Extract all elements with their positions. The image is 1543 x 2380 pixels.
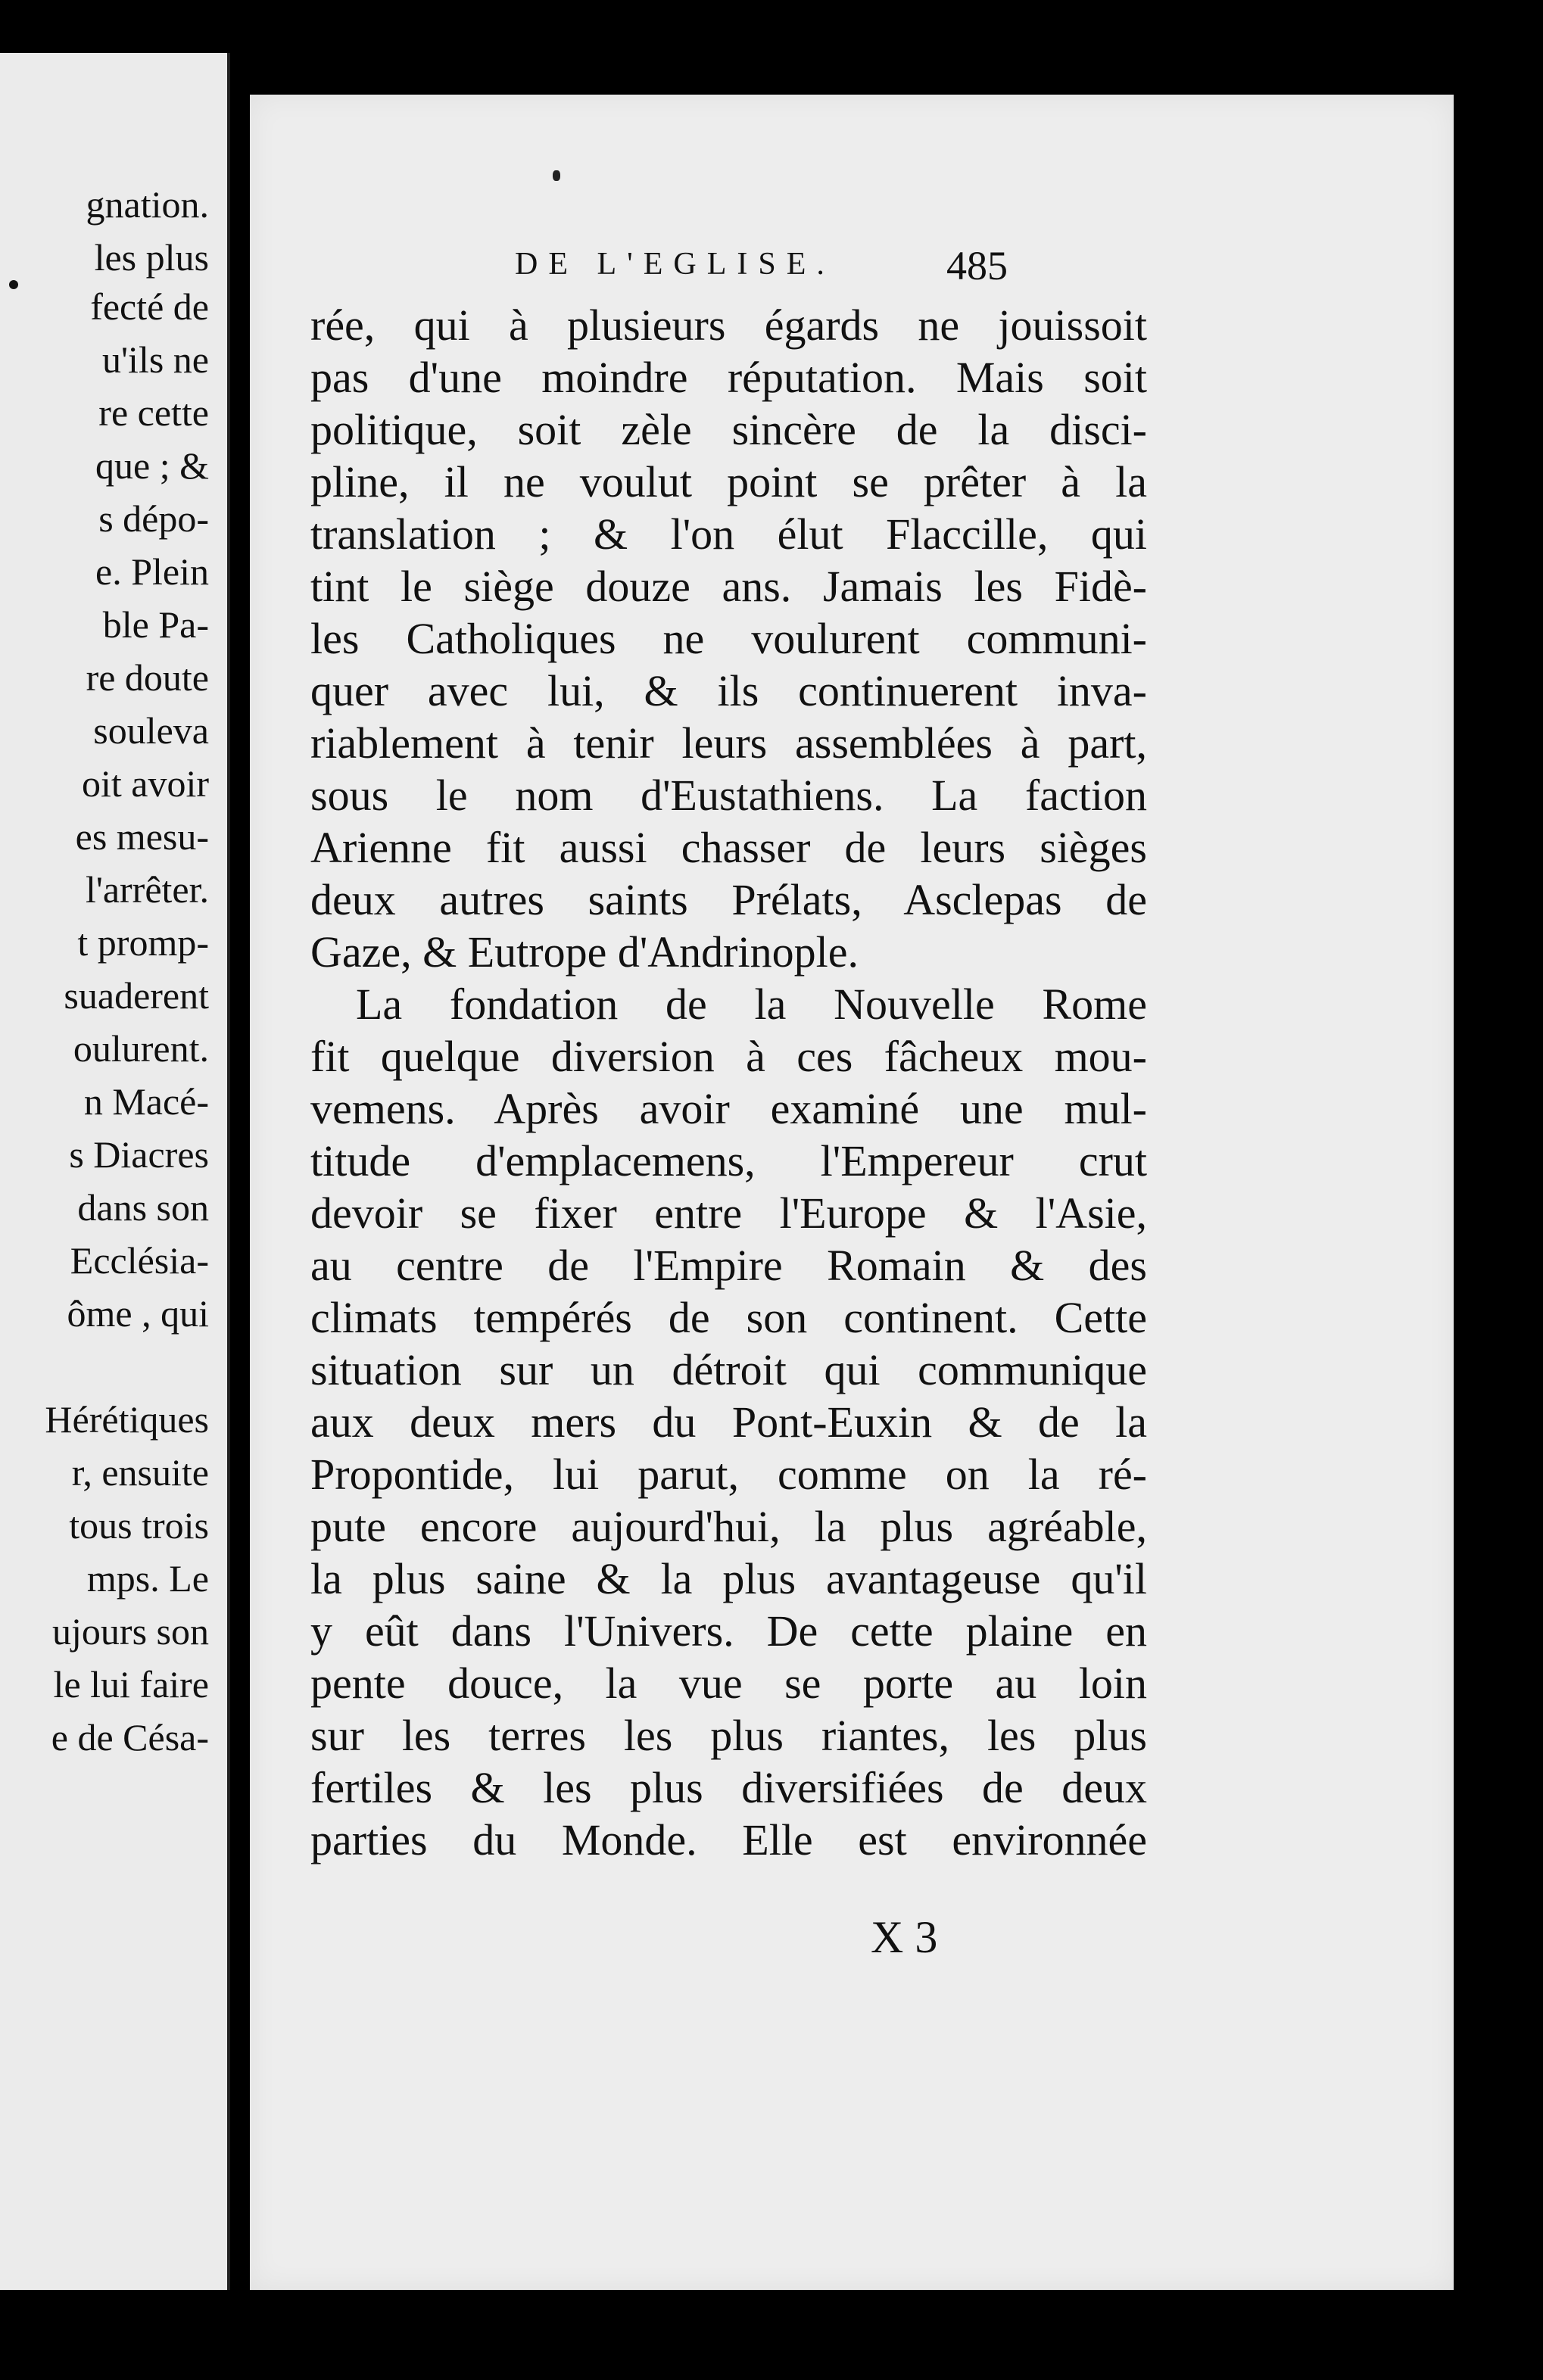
text-line: riablement à tenir leurs assemblées à part, [310, 718, 1147, 768]
previous-page-line: u'ils ne [102, 338, 209, 381]
previous-page-line: t promp- [77, 921, 209, 964]
previous-page-line: Ecclésia- [70, 1239, 209, 1282]
previous-page-line: ôme , qui [67, 1292, 209, 1335]
previous-page-line: mps. Le [86, 1557, 209, 1600]
previous-page-line: dans son [77, 1186, 209, 1229]
text-line: les Catholiques ne voulurent communi- [310, 614, 1147, 663]
text-line: fit quelque diversion à ces fâcheux mou- [310, 1032, 1147, 1081]
previous-page-line: Hérétiques [45, 1398, 209, 1441]
text-line: la plus saine & la plus avantageuse qu'il [310, 1554, 1147, 1603]
previous-page-line: n Macé- [83, 1080, 209, 1123]
text-line: rée, qui à plusieurs égards ne jouissoit [310, 301, 1147, 350]
book-page [250, 95, 1454, 2290]
text-line: y eût dans l'Univers. De cette plaine en [310, 1606, 1147, 1656]
text-line: politique, soit zèle sincère de la disci- [310, 405, 1147, 454]
previous-page-line: re doute [86, 656, 209, 699]
text-line: fertiles & les plus diversifiées de deux [310, 1763, 1147, 1812]
text-line: aux deux mers du Pont-Euxin & de la [310, 1397, 1147, 1447]
previous-page-line: gnation. [86, 183, 209, 226]
signature-mark: X 3 [871, 1912, 938, 1962]
text-line: tint le siège douze ans. Jamais les Fidè- [310, 562, 1147, 611]
previous-page-line: s dépo- [98, 497, 209, 540]
previous-page-line: que ; & [95, 444, 209, 487]
previous-page-line: ujours son [52, 1610, 209, 1653]
text-line: pas d'une moindre réputation. Mais soit [310, 353, 1147, 402]
text-line: pline, il ne voulut point se prêter à la [310, 457, 1147, 506]
previous-page-line: le lui faire [53, 1663, 209, 1706]
previous-page-line: souleva [93, 709, 209, 752]
text-line: translation ; & l'on élut Flaccille, qui [310, 509, 1147, 559]
previous-page-line: l'arrêter. [85, 868, 209, 911]
body-text [310, 299, 1408, 1866]
previous-page-line: tous trois [69, 1504, 209, 1547]
previous-page-line: ble Pa- [102, 603, 209, 646]
previous-page-line: es mesu- [75, 815, 209, 858]
text-line: climats tempérés de son continent. Cette [310, 1293, 1147, 1342]
text-line: pute encore aujourd'hui, la plus agréable, [310, 1502, 1147, 1551]
previous-page-line: re cette [98, 391, 209, 434]
text-line: pente douce, la vue se porte au loin [310, 1659, 1147, 1708]
text-line: sur les terres les plus riantes, les plus [310, 1711, 1147, 1760]
previous-page-line: oit avoir [81, 762, 209, 805]
ink-mark [553, 170, 560, 181]
text-line: quer avec lui, & ils continuerent inva- [310, 666, 1147, 715]
text-line: sous le nom d'Eustathiens. La faction [310, 771, 1147, 820]
previous-page-line: e. Plein [95, 550, 209, 593]
previous-page-line: suaderent [64, 974, 209, 1017]
previous-page-line: e de Césa- [51, 1716, 209, 1759]
page-number: 485 [946, 243, 1008, 288]
text-line: au centre de l'Empire Romain & des [310, 1241, 1147, 1290]
text-line: situation sur un détroit qui communique [310, 1345, 1147, 1394]
text-line: titude d'emplacemens, l'Empereur crut [310, 1136, 1147, 1185]
text-line: devoir se fixer entre l'Europe & l'Asie, [310, 1188, 1147, 1238]
text-line: vemens. Après avoir examiné une mul- [310, 1084, 1147, 1133]
ink-dot [9, 280, 18, 289]
text-line: deux autres saints Prélats, Asclepas de [310, 875, 1147, 924]
text-line: Propontide, lui parut, comme on la ré- [310, 1450, 1147, 1499]
previous-page-fragment [0, 53, 230, 2290]
previous-page-line: fecté de [90, 285, 209, 328]
previous-page-line: s Diacres [69, 1133, 209, 1176]
previous-page-line: r, ensuite [71, 1451, 209, 1494]
previous-page-line: les plus [94, 236, 209, 279]
text-line: Arienne fit aussi chasser de leurs sièges [310, 823, 1147, 872]
running-head: DE L'EGLISE. [515, 247, 835, 282]
text-line: La fondation de la Nouvelle Rome [356, 980, 1147, 1029]
text-line: parties du Monde. Elle est environnée [310, 1815, 1147, 1864]
text-line: Gaze, & Eutrope d'Andrinople. [310, 927, 859, 977]
previous-page-line: oulurent. [73, 1027, 209, 1070]
